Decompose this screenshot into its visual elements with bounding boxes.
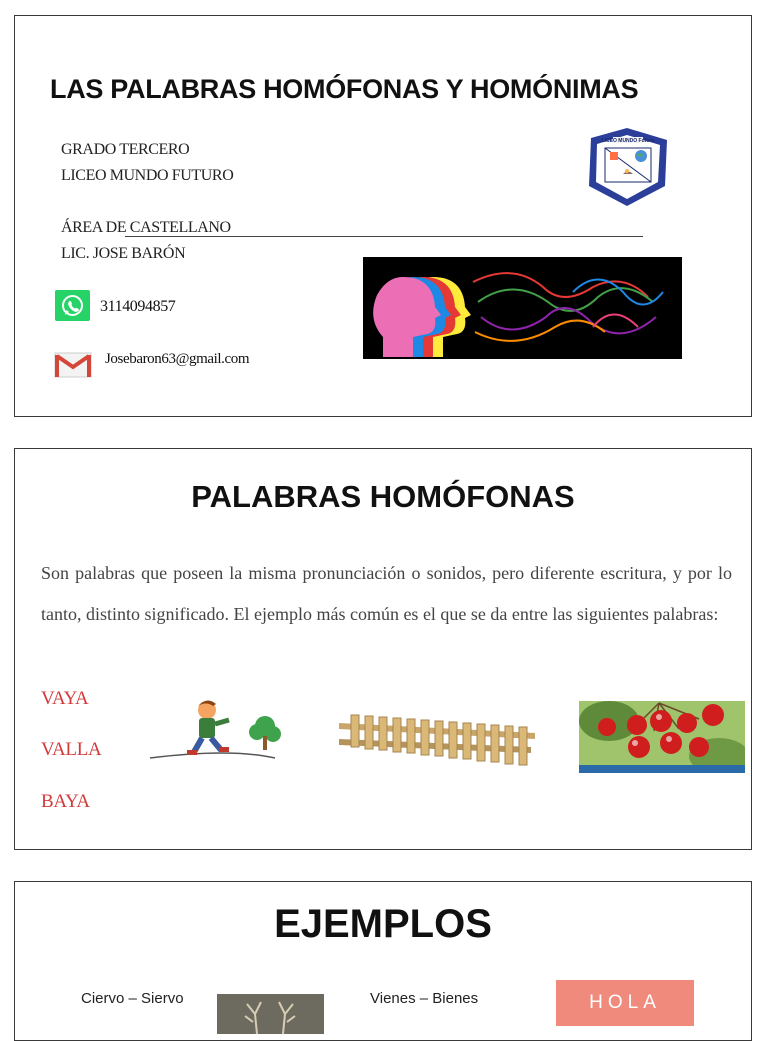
- phone-number: 3114094857: [100, 298, 176, 315]
- hola-box: HOLA: [556, 980, 694, 1026]
- walking-child-image: [145, 696, 315, 778]
- homophones-slide: [14, 448, 752, 850]
- grade-label: GRADO TERCERO: [61, 141, 190, 158]
- slide-title: PALABRAS HOMÓFONAS: [191, 479, 575, 514]
- svg-text:LICEO MUNDO Futuro: LICEO MUNDO Futuro: [601, 138, 655, 144]
- word-vaya: VAYA: [41, 688, 89, 709]
- fence-image: [335, 705, 547, 769]
- divider-line: [125, 236, 643, 237]
- email-address: Josebaron63@gmail.com: [105, 351, 250, 367]
- example-vienes-bienes: Vienes – Bienes: [370, 990, 479, 1007]
- cherry-berries-image: [579, 701, 745, 773]
- whatsapp-icon: [55, 290, 90, 321]
- slide-title: LAS PALABRAS HOMÓFONAS Y HOMÓNIMAS: [50, 74, 639, 104]
- definition-paragraph: Son palabras que poseen la misma pronunciación o sonidos, pero diferente escritura, y por lo tanto, distinto significado. El ejemplo más común es el que se da entre las siguientes palabras:: [41, 563, 732, 624]
- word-baya: BAYA: [41, 791, 90, 812]
- word-valla: VALLA: [41, 739, 102, 760]
- example-ciervo-siervo: Ciervo – Siervo: [81, 990, 184, 1007]
- gmail-icon: [54, 352, 92, 378]
- deer-image: [217, 994, 324, 1034]
- teacher-label: LIC. JOSE BARÓN: [61, 245, 186, 262]
- title-slide: [14, 15, 752, 417]
- school-label: LICEO MUNDO FUTURO: [61, 167, 234, 184]
- heads-illustration: [363, 257, 682, 359]
- slide-title: EJEMPLOS: [274, 902, 492, 946]
- school-logo: [583, 126, 671, 208]
- area-label: ÁREA DE CASTELLANO: [61, 219, 231, 236]
- examples-slide: [14, 881, 752, 1041]
